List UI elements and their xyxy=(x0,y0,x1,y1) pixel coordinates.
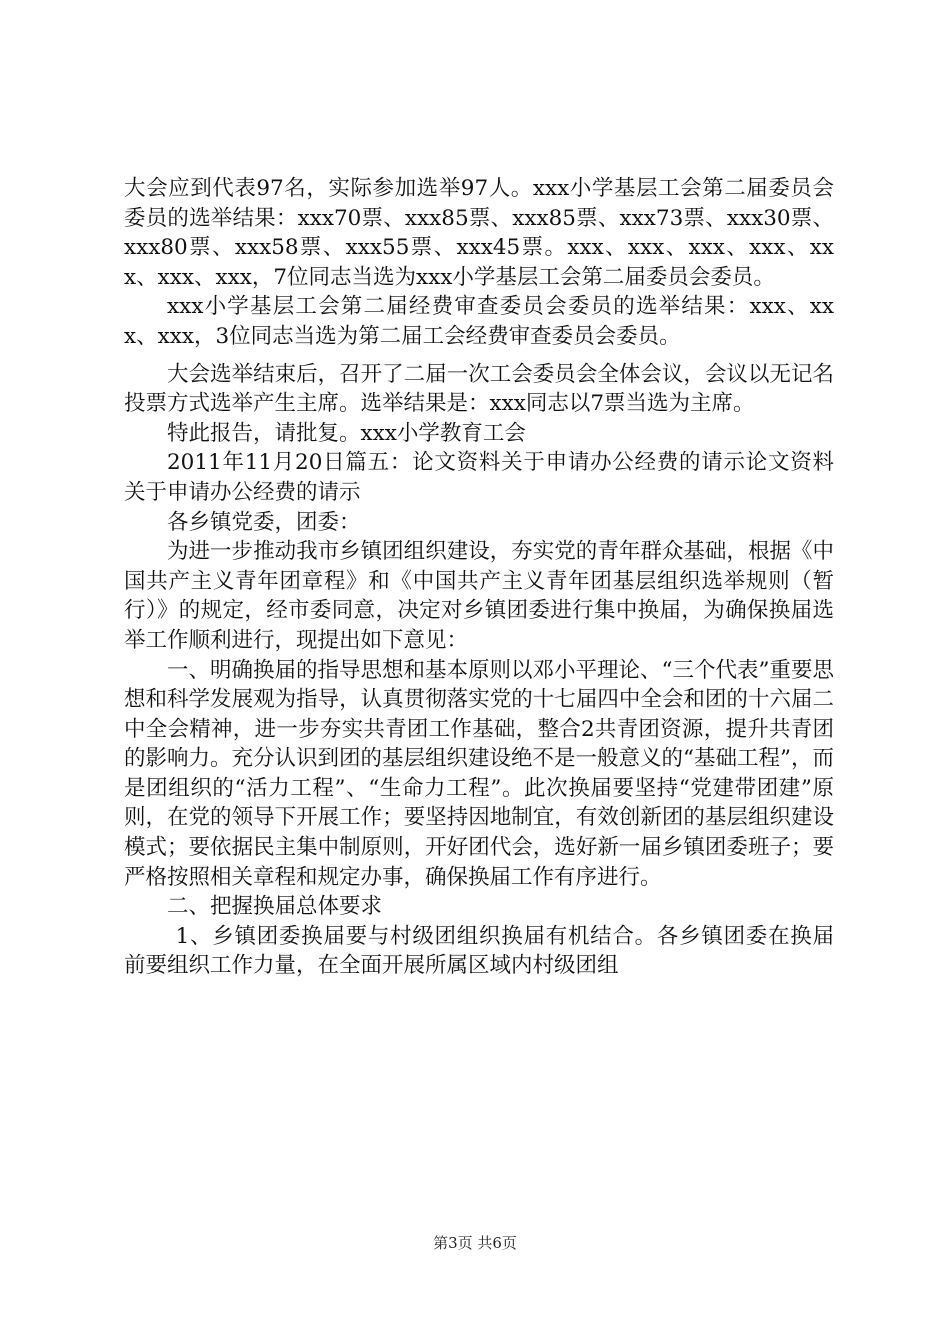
document-body xyxy=(124,174,834,981)
paragraph-date-heading: 2011年11月20日篇五：论文资料关于申请办公经费的请示论文资料关于申请办公经费的请示 xyxy=(124,450,834,505)
page-number-footer: 第3页 共6页 xyxy=(433,1234,517,1252)
paragraph-report-closing: 特此报告，请批复。xxx小学教育工会 xyxy=(167,420,526,446)
paragraph-section-two-heading: 二、把握换届总体要求 xyxy=(167,894,383,920)
paragraph-section-two-item-one: 1、乡镇团委换届要与村级团组织换届有机结合。各乡镇团委在换届前要组织工作力量，在全面开展所属区域内村级团组 xyxy=(124,923,834,979)
paragraph-introduction: 为进一步推动我市乡镇团组织建设，夯实党的青年群众基础，根据《中国共产主义青年团章程》和《中国共产主义青年团基层组织选举规则（暂行）》的规定，经市委同意，决定对乡镇团委进行集中换届，为确保换届选举工作顺利进行，现提出如下意见： xyxy=(124,539,834,653)
paragraph-election-results: 大会应到代表97名，实际参加选举97人。xxx小学基层工会第二届委员会委员的选举结果：xxx70票、xxx85票、xxx85票、xxx73票、xxx30票、xxx80票、xxx58票、xxx55票、xxx45票。xxx、xxx、xxx、xxx、xxx、xxx、xxx，7位同志当选为xxx小学基层工会第二届委员会委员。 xyxy=(124,176,834,290)
paragraph-section-one: 一、明确换届的指导思想和基本原则以邓小平理论、“三个代表”重要思想和科学发展观为指导，认真贯彻落实党的十七届四中全会和团的十六届二中全会精神，进一步夯实共青团工作基础，整合2共青团资源，提升共青团的影响力。充分认识到团的基层组织建设绝不是一般意义的“基础工程”，而是团组织的“活力工程”、“生命力工程”。此次换届要坚持“党建带团建”原则，在党的领导下开展工作；要坚持因地制宜，有效创新团的基层组织建设模式；要依据民主集中制原则，开好团代会，选好新一届乡镇团委班子；要严格按照相关章程和规定办事，确保换届工作有序进行。 xyxy=(124,657,834,890)
paragraph-salutation: 各乡镇党委，团委： xyxy=(167,509,361,535)
paragraph-audit-committee: xxx小学基层工会第二届经费审查委员会委员的选举结果：xxx、xxx、xxx，3位同志当选为第二届工会经费审查委员会委员。 xyxy=(124,294,834,349)
paragraph-chairman-election: 大会选举结束后，召开了二届一次工会委员会全体会议，会议以无记名投票方式选举产生主席。选举结果是：xxx同志以7票当选为主席。 xyxy=(124,361,834,417)
